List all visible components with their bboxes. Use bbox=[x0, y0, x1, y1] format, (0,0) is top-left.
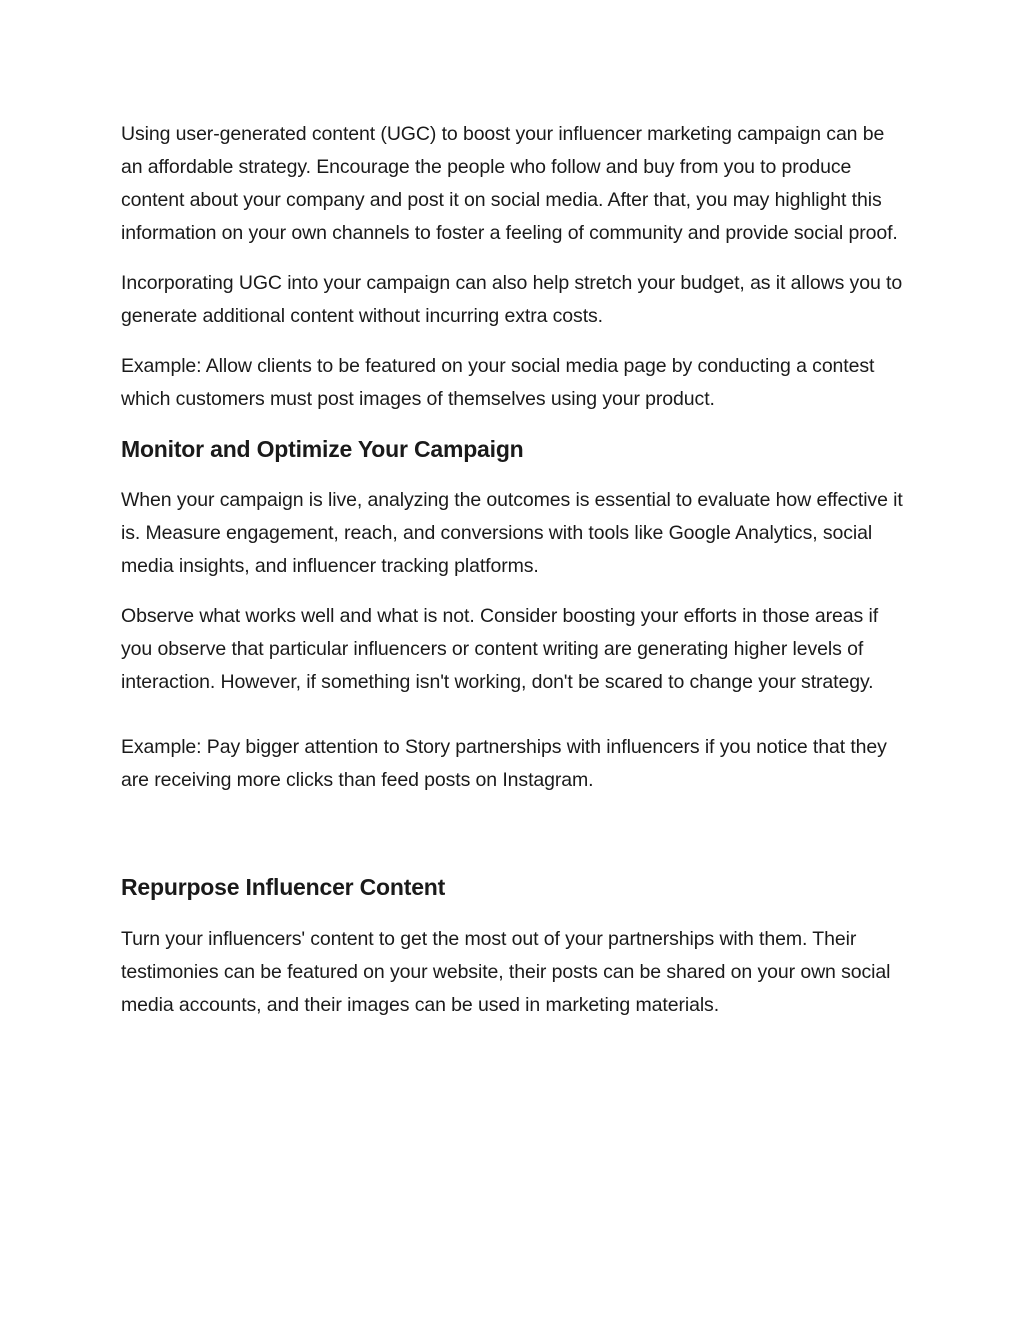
paragraph-ugc-example: Example: Allow clients to be featured on your social media page by conducting a contest which customers must post images of themselves using your product. bbox=[121, 355, 875, 410]
document-page bbox=[121, 118, 911, 1022]
heading-monitor: Monitor and Optimize Your Campaign bbox=[121, 436, 524, 462]
paragraph-repurpose: Turn your influencers' content to get the most out of your partnerships with them. Their testimonies can be featured on your website, their posts can be shared on your own social media accounts, and their images can be used in marketing materials. bbox=[121, 928, 891, 1016]
paragraph-ugc-intro: Using user-generated content (UGC) to boost your influencer marketing campaign can be an affordable strategy. Encourage the people who follow and buy from you to produce content about your company and post it on social media. After that, you may highlight this information on your own channels to foster a feeling of community and provide social proof. bbox=[121, 123, 898, 244]
heading-repurpose: Repurpose Influencer Content bbox=[121, 874, 446, 900]
paragraph-monitor-observe: Observe what works well and what is not. Consider boosting your efforts in those areas if you observe that particular influencers or content writing are generating higher levels of interaction. However, if something isn't working, don't be scared to change your strategy. bbox=[121, 605, 879, 693]
paragraph-monitor-example: Example: Pay bigger attention to Story partnerships with influencers if you notice that they are receiving more clicks than feed posts on Instagram. bbox=[121, 736, 887, 791]
paragraph-monitor-live: When your campaign is live, analyzing the outcomes is essential to evaluate how effective it is. Measure engagement, reach, and conversions with tools like Google Analytics, social media insights, and influencer tracking platforms. bbox=[121, 489, 903, 577]
paragraph-ugc-budget: Incorporating UGC into your campaign can also help stretch your budget, as it allows you to generate additional content without incurring extra costs. bbox=[121, 272, 903, 327]
